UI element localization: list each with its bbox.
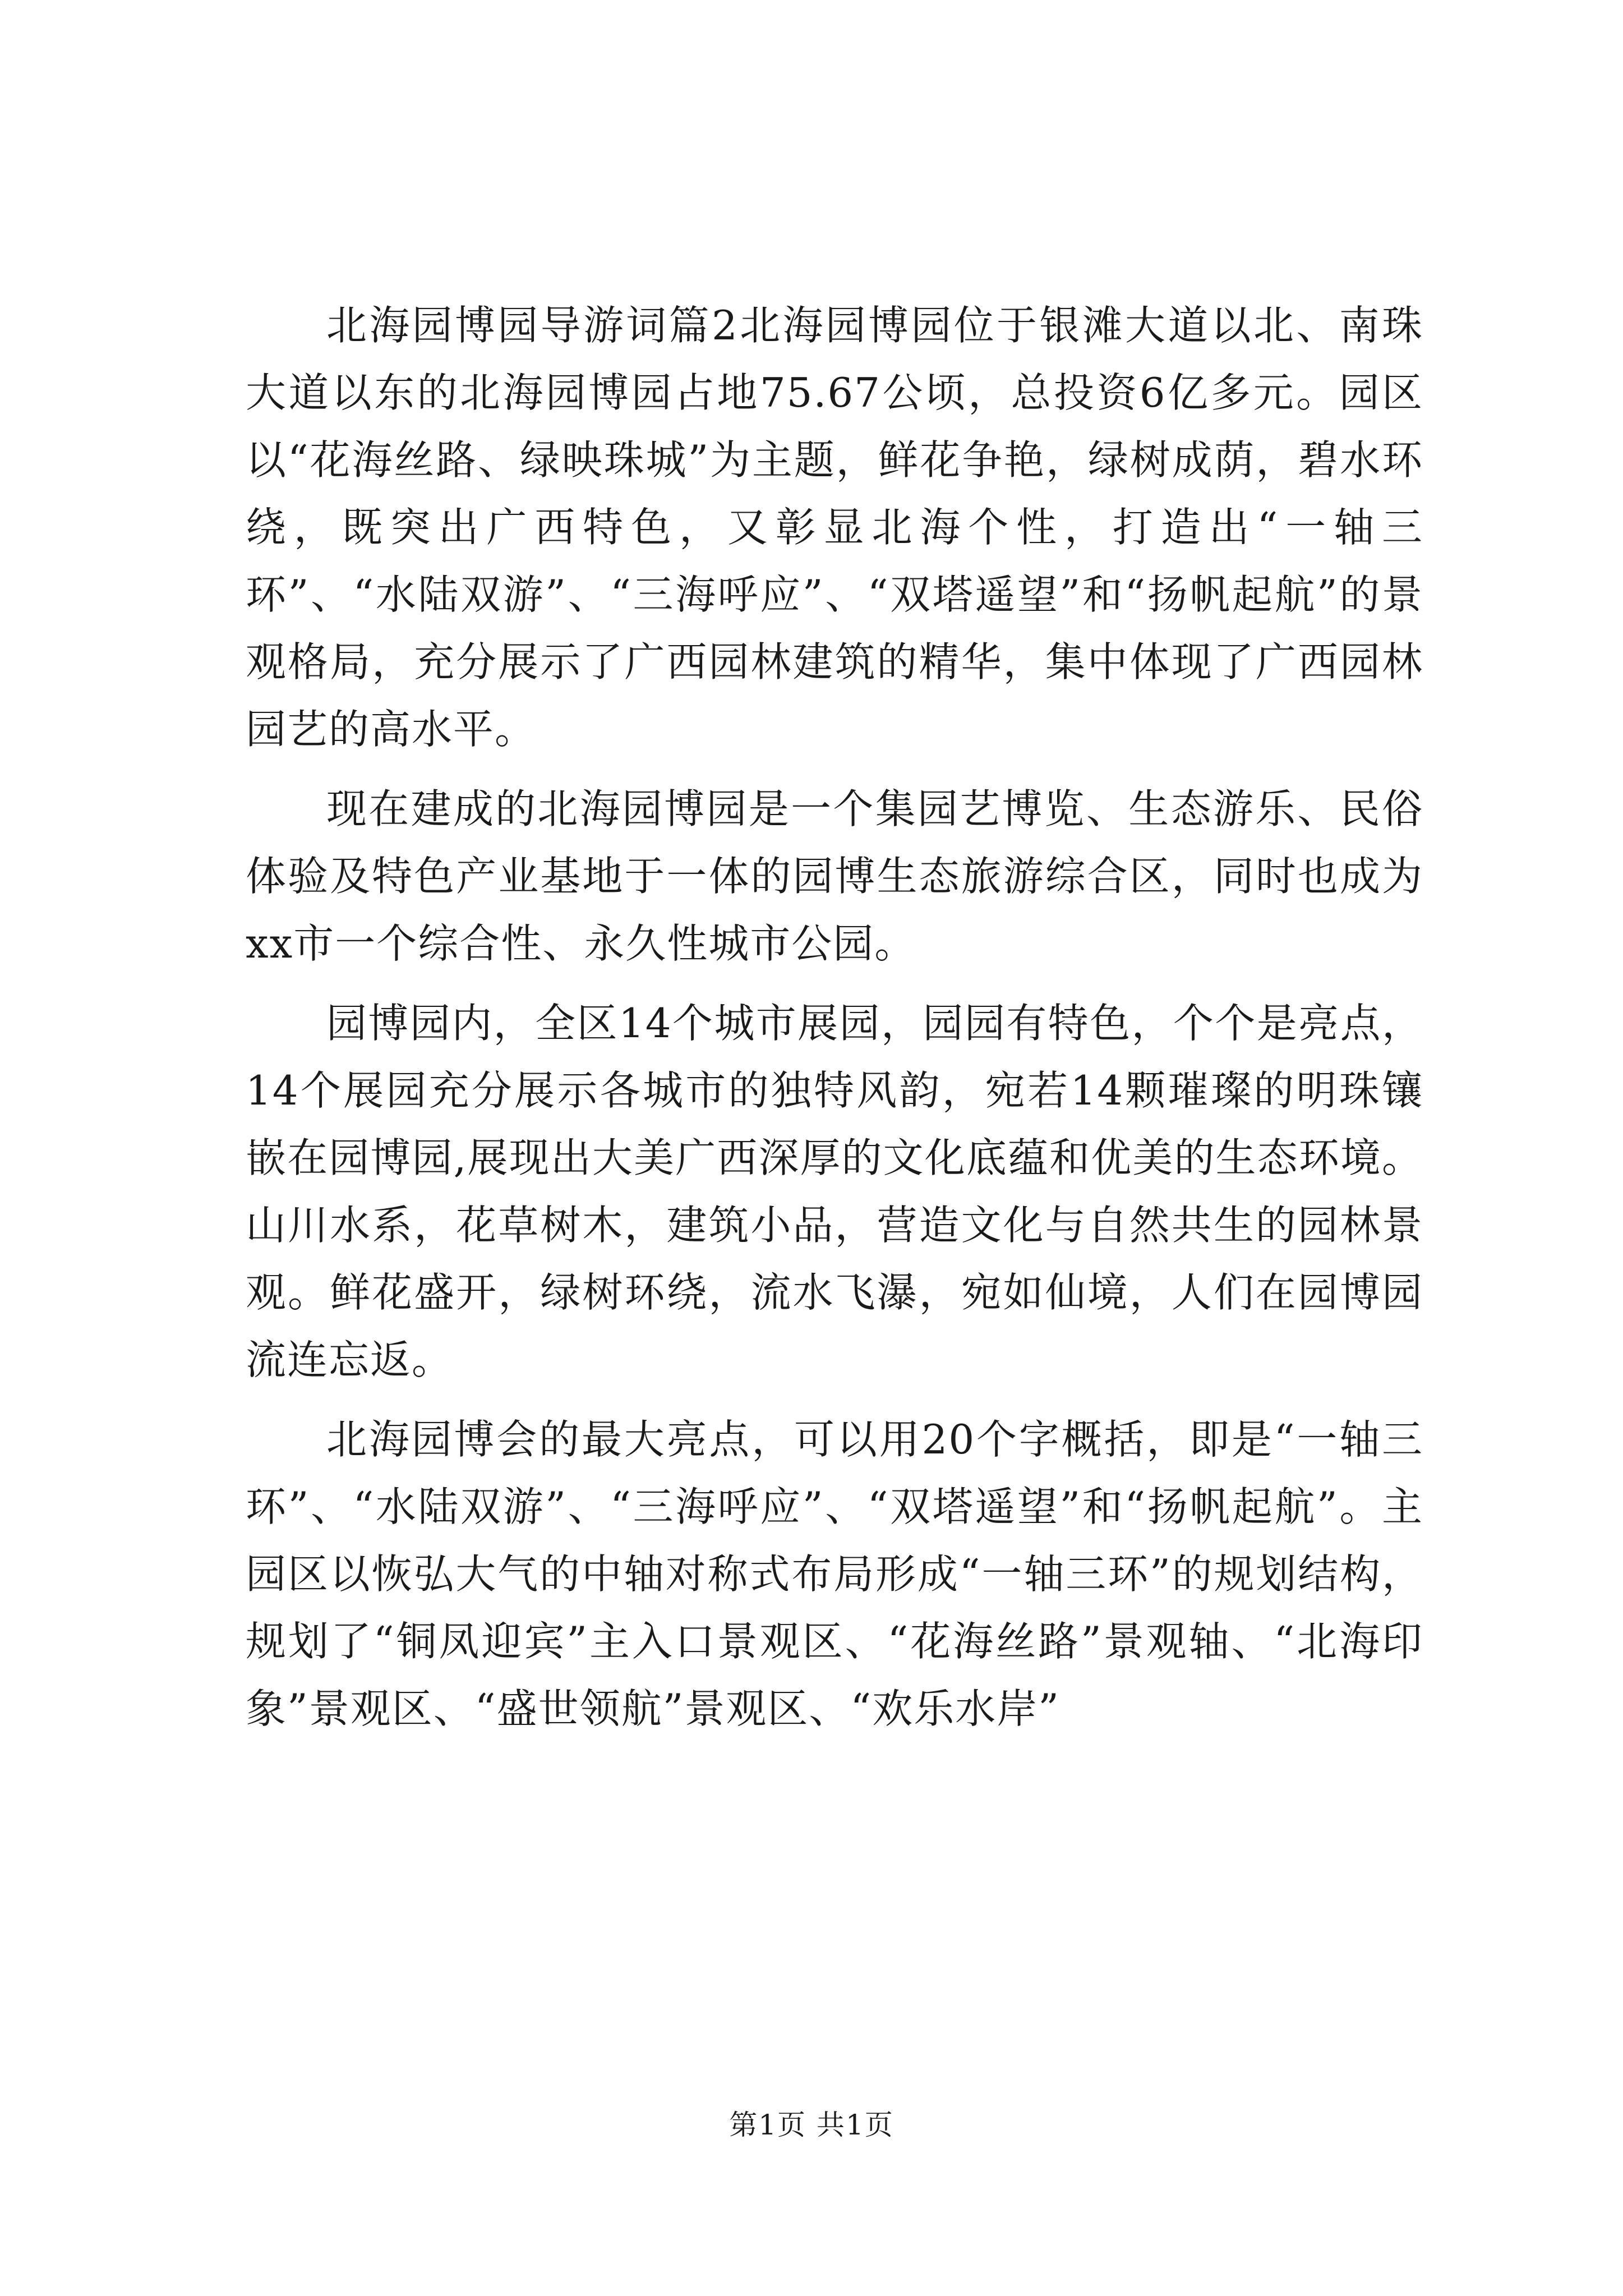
page-footer: 第1页 共1页	[729, 2109, 894, 2141]
paragraph-2: 现在建成的北海园博园是一个集园艺博览、生态游乐、民俗体验及特色产业基地于一体的园博生态旅游综合区，同时也成为xx市一个综合性、永久性城市公园。	[246, 785, 1423, 967]
document-body	[246, 292, 1423, 1755]
paragraph-4: 北海园博会的最大亮点，可以用20个字概括，即是“一轴三环”、“水陆双游”、“三海呼应”、“双塔遥望”和“扬帆起航”。主园区以恢弘大气的中轴对称式布局形成“一轴三环”的规划结构，规划了“铜凤迎宾”主入口景观区、“花海丝路”景观轴、“北海印象”景观区、“盛世领航”景观区、“欢乐水岸”	[246, 1416, 1423, 1732]
paragraph-3: 园博园内，全区14个城市展园，园园有特色，个个是亮点，14个展园充分展示各城市的独特风韵，宛若14颗璀璨的明珠镶嵌在园博园,展现出大美广西深厚的文化底蕴和优美的生态环境。山川水系，花草树木，建筑小品，营造文化与自然共生的园林景观。鲜花盛开，绿树环绕，流水飞瀑，宛如仙境，人们在园博园流连忘返。	[246, 1000, 1423, 1383]
paragraph-1: 北海园博园导游词篇2北海园博园位于银滩大道以北、南珠大道以东的北海园博园占地75.67公顷，总投资6亿多元。园区以“花海丝路、绿映珠城”为主题，鲜花争艳，绿树成荫，碧水环绕，既突出广西特色，又彰显北海个性，打造出“一轴三环”、“水陆双游”、“三海呼应”、“双塔遥望”和“扬帆起航”的景观格局，充分展示了广西园林建筑的精华，集中体现了广西园林园艺的高水平。	[246, 302, 1423, 753]
